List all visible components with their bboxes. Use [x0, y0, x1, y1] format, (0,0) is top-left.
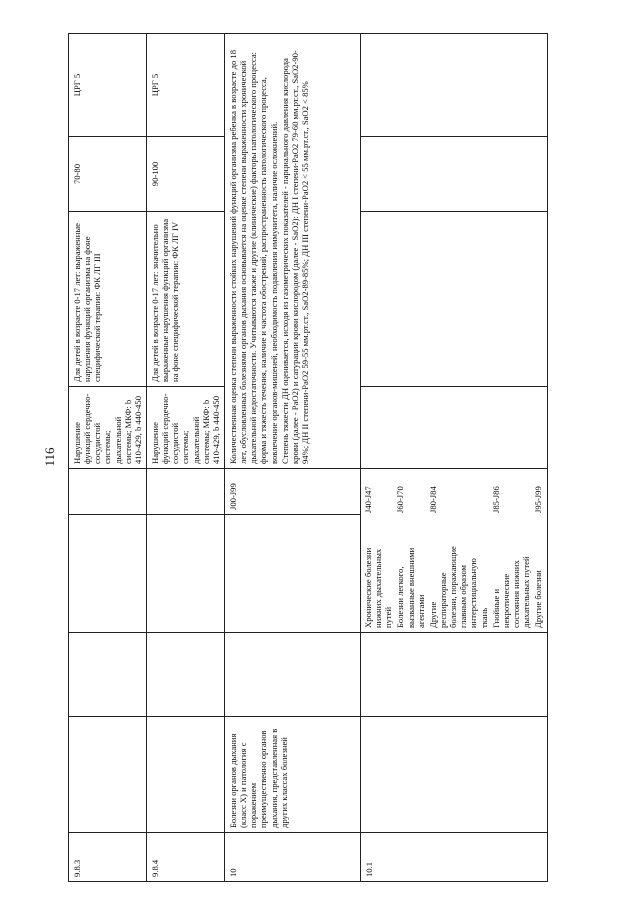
class-name-cell	[360, 717, 547, 833]
class-name-cell: Болезни органов дыхания (класс X) и патология с поражением преимущественно органов дыхания, представленная в других классах болезней	[224, 717, 360, 833]
percent-cell: 90-100	[146, 137, 224, 212]
table-row	[360, 34, 547, 882]
percent-cell: 70-80	[69, 137, 147, 212]
subgroup-name: Болезни легкого, вызванные внешними агентами	[395, 547, 426, 628]
table-row	[146, 34, 224, 882]
codes-cell	[146, 469, 224, 515]
class-name-cell	[146, 717, 224, 833]
rotated-table-container	[68, 34, 544, 882]
list-item	[426, 469, 489, 632]
subgroup-cell	[146, 633, 224, 717]
classification-table	[68, 33, 548, 882]
subgroup-cell	[360, 633, 547, 717]
subgroup-cell-2	[69, 515, 147, 633]
subgroup-cell	[224, 633, 360, 717]
subgroup-code: J95-J99	[533, 486, 544, 513]
criteria-cell: Для детей в возрасте 0-17 лет: выраженные нарушения функций организма на фоне специфической терапии: ФК ЛГ III	[69, 212, 147, 387]
group-cell: ЦРГ 5	[69, 34, 147, 137]
row-number-cell: 10	[224, 833, 360, 882]
subgroup-name: Хронические болезни нижних дыхательных путей	[362, 547, 394, 628]
list-item	[531, 469, 547, 632]
impairment-cell	[360, 387, 547, 469]
list-item	[393, 469, 425, 632]
impairment-cell: Нарушение функций сердечно-сосудистой системы; дыхательной системы; МКФ: b 410-429, b 440-450	[69, 387, 147, 469]
row-number-cell: 10.1	[360, 833, 547, 882]
group-cell: ЦРГ 5	[146, 34, 224, 137]
subgroup-code: J80-J84	[427, 486, 438, 513]
class-name-cell	[69, 717, 147, 833]
subgroup-cell	[69, 633, 147, 717]
subgroup-name: Другие болезни	[533, 570, 544, 628]
table-row	[224, 34, 360, 882]
percent-cell	[360, 137, 547, 212]
codes-cell: J00-J99	[224, 469, 360, 515]
row-number-cell: 9.8.4	[146, 833, 224, 882]
class-note-cell	[224, 34, 360, 469]
group-cell	[360, 34, 547, 137]
subgroup-name: Другие респираторные болезни, поражающие главным образом интерстициальную ткань	[427, 546, 489, 628]
note-paragraph: Количественная оценка степени выраженности стойких нарушений функций организма ребенка в возрасте до 18 лет, обусловленных болезнями органов дыхания основывается на оценке степени выраженности хронической дыхательной недостаточности. Учитываются также и другие (клинические) факторы патологического процесса: форма и тяжесть течения, наличие и частота обострений, распространенность патологического процесса, вовлечение органов-мишеней, необходимость подавления иммунитета, наличие осложнений.	[227, 49, 279, 464]
note-paragraph: Степень тяжести ДН оценивается, исходя из газометрических показателей - парциального давления кислорода крови (далее - PaO2) и сатурации крови кислородом (далее - SaO2): ДН I степени-PaO2 79-60 мм.рт.ст., SaO2-90-94%; ДН II степени-PaO2 59-55 мм.рт.ст., SaO2-89-85%; ДН III степени-PaO2 < 55 мм.рт.ст., SaO2 < 85%	[279, 50, 310, 464]
subgroup-code: J85-J86	[490, 486, 501, 513]
impairment-cell: Нарушение функций сердечно-сосудистой системы; дыхательной системы; МКФ: b 410-429, b 440-450	[146, 387, 224, 469]
subgroup-code: J40-J47	[362, 486, 373, 513]
subgroup-code: J60-J70	[395, 486, 406, 513]
table-row	[69, 34, 147, 882]
list-item	[361, 469, 393, 632]
subgroup-cell-2	[224, 515, 360, 633]
subgroup-list-cell	[360, 469, 547, 633]
subgroup-name: Гнойные и некротические состояния нижних дыхательных путей	[490, 556, 532, 628]
row-number-cell: 9.8.3	[69, 833, 147, 882]
criteria-cell: Для детей в возрасте 0-17 лет: значительно выраженные нарушения функций организма на фоне специфической терапии: ФК ЛГ IV	[146, 212, 224, 387]
criteria-cell	[360, 212, 547, 387]
codes-cell	[69, 469, 147, 515]
page-number: 116	[42, 447, 57, 467]
list-item	[489, 469, 532, 632]
subgroup-cell-2	[146, 515, 224, 633]
